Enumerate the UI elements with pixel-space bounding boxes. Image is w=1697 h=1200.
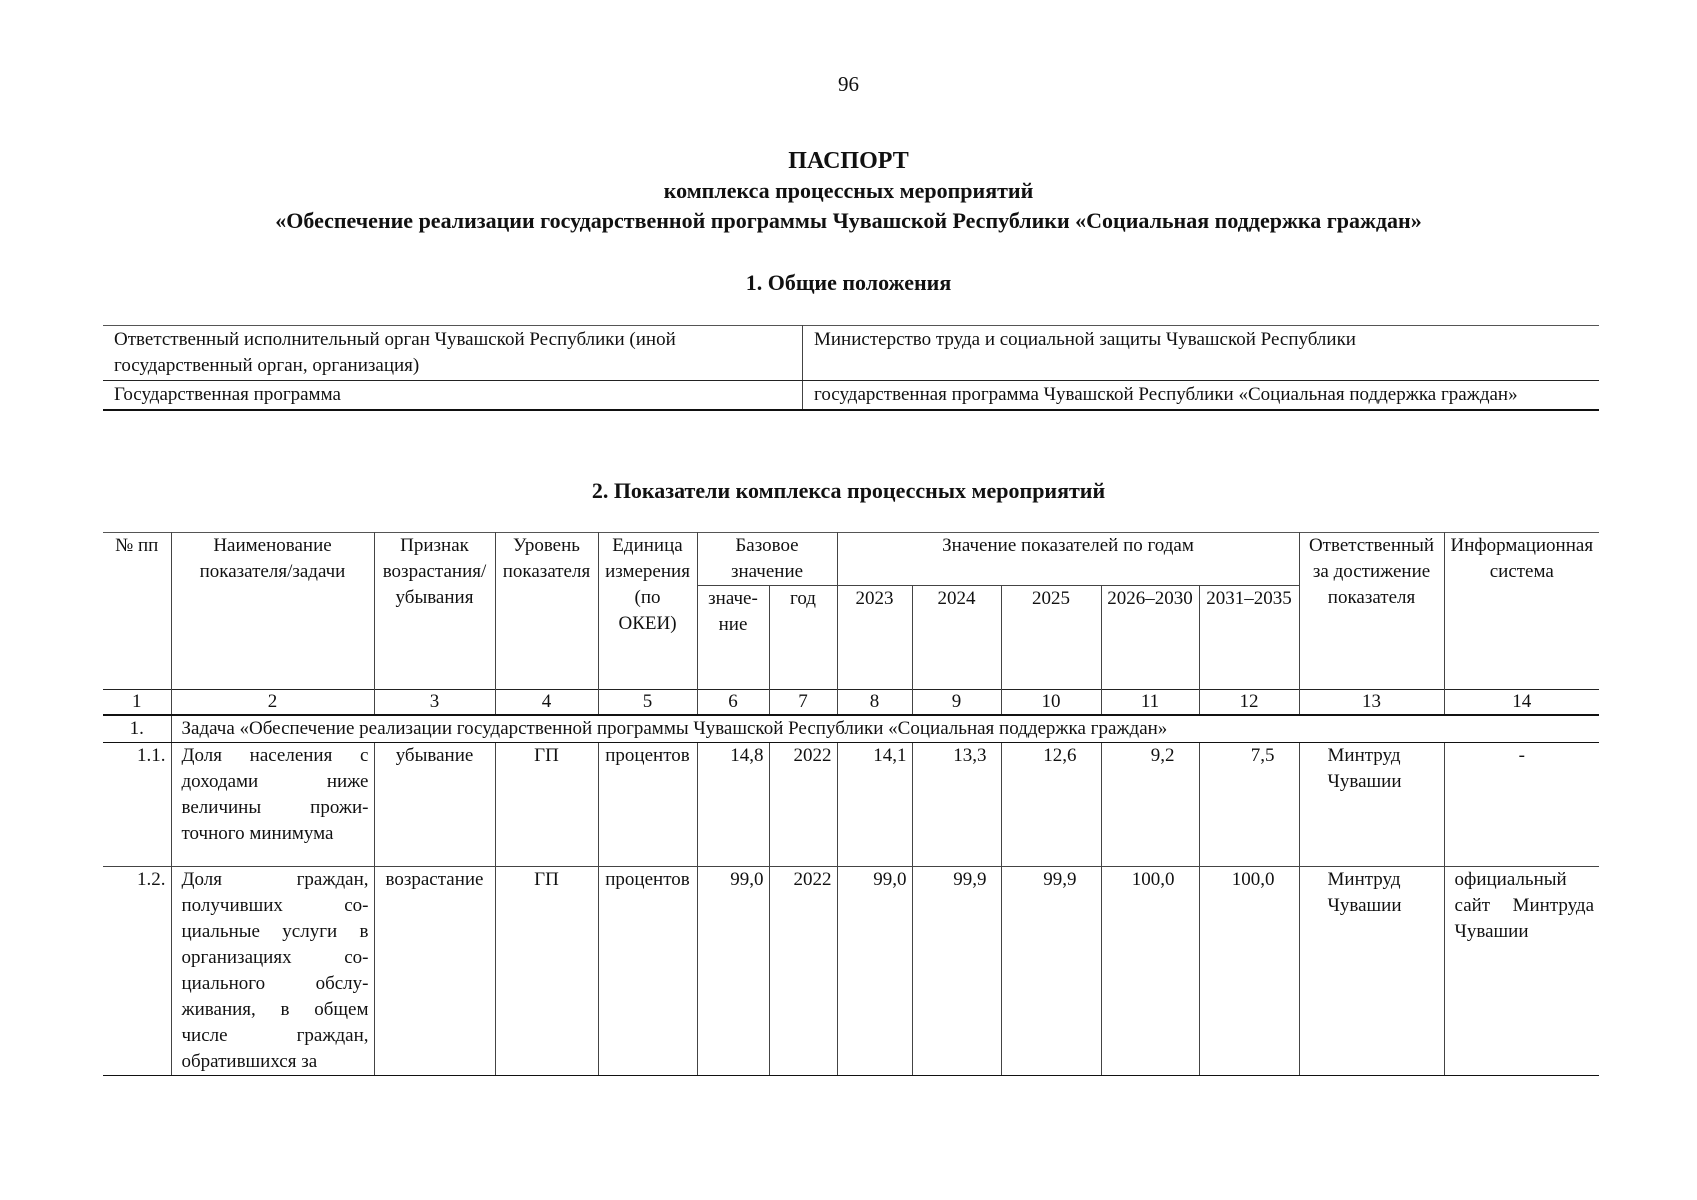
header-base-year: год	[769, 586, 837, 690]
column-numbers-row	[103, 690, 1599, 716]
task-number: 1.	[103, 715, 171, 743]
title-line-1: ПАСПОРТ	[788, 148, 909, 174]
column-number: 10	[1001, 690, 1101, 716]
task-text: Задача «Обеспечение реализации государственной программы Чувашской Республики «Социальная поддержка граждан»	[171, 715, 1599, 743]
value-2024: 13,3	[912, 743, 1001, 867]
table-row	[103, 867, 1599, 1076]
indicator-name: Доля населения с доходами ниже величины прожиточного минимума	[171, 743, 374, 867]
column-number: 14	[1444, 690, 1599, 716]
header-unit: Единица измерения (по ОКЕИ)	[598, 533, 697, 690]
table-row	[103, 743, 1599, 867]
header-year-2024: 2024	[912, 586, 1001, 690]
indicator-sign: возрастание	[374, 867, 495, 1076]
column-number: 2	[171, 690, 374, 716]
indicators-table	[103, 532, 1599, 1076]
indicator-level: ГП	[495, 743, 598, 867]
base-value: 14,8	[697, 743, 769, 867]
header-responsible: Ответственный за достижение показателя	[1299, 533, 1444, 690]
row-number: 1.1.	[103, 743, 171, 867]
section-1-heading: 1. Общие положения	[745, 270, 952, 295]
column-number: 13	[1299, 690, 1444, 716]
header-year-2026-2030: 2026–2030	[1101, 586, 1199, 690]
column-number: 6	[697, 690, 769, 716]
indicator-sign: убывание	[374, 743, 495, 867]
column-number: 7	[769, 690, 837, 716]
column-number: 1	[103, 690, 171, 716]
column-number: 5	[598, 690, 697, 716]
row-number: 1.2.	[103, 867, 171, 1076]
header-base-value: значение	[697, 586, 769, 690]
base-year: 2022	[769, 743, 837, 867]
column-number: 8	[837, 690, 912, 716]
info-system: -	[1444, 743, 1599, 867]
value-2026-2030: 9,2	[1101, 743, 1199, 867]
table-row	[103, 381, 1599, 411]
general-label: Государственная программа	[103, 381, 803, 411]
column-number: 4	[495, 690, 598, 716]
title-line-2: комплекса процессных мероприятий	[663, 178, 1034, 203]
title-line-3: «Обеспечение реализации государственной программы Чувашской Республики «Социальная поддержка граждан»	[275, 208, 1422, 233]
value-2023: 14,1	[837, 743, 912, 867]
column-number: 3	[374, 690, 495, 716]
header-name: Наименование показателя/задачи	[171, 533, 374, 690]
header-info: Информационная система	[1444, 533, 1599, 690]
responsible: Минтруд Чувашии	[1299, 743, 1444, 867]
value-2031-2035: 7,5	[1199, 743, 1299, 867]
value-2025: 99,9	[1001, 867, 1101, 1076]
base-year: 2022	[769, 867, 837, 1076]
value-2024: 99,9	[912, 867, 1001, 1076]
indicator-unit: процентов	[598, 743, 697, 867]
header-years: Значение показателей по годам	[837, 533, 1299, 586]
page-number: 96	[838, 72, 859, 96]
document-title	[0, 146, 1697, 236]
indicator-level: ГП	[495, 867, 598, 1076]
base-value: 99,0	[697, 867, 769, 1076]
indicator-name: Доля граждан, получивших социальные услуги в организациях социального обслуживания, в общем числе граждан, обратившихся за	[171, 867, 374, 1076]
value-2026-2030: 100,0	[1101, 867, 1199, 1076]
value-2031-2035: 100,0	[1199, 867, 1299, 1076]
general-value: Министерство труда и социальной защиты Чувашской Республики	[803, 326, 1600, 381]
header-year-2031-2035: 2031–2035	[1199, 586, 1299, 690]
info-system: официальный сайт Минтруда Чувашии	[1444, 867, 1599, 1076]
general-provisions-table	[103, 325, 1599, 411]
column-number: 12	[1199, 690, 1299, 716]
general-label: Ответственный исполнительный орган Чувашской Республики (иной государственный орган, организация)	[103, 326, 803, 381]
header-num: № пп	[103, 533, 171, 690]
column-number: 9	[912, 690, 1001, 716]
column-number: 11	[1101, 690, 1199, 716]
responsible: Минтруд Чувашии	[1299, 867, 1444, 1076]
task-row	[103, 715, 1599, 743]
header-year-2023: 2023	[837, 586, 912, 690]
header-base: Базовое значение	[697, 533, 837, 586]
general-value: государственная программа Чувашской Республики «Социальная поддержка граждан»	[803, 381, 1600, 411]
indicator-unit: процентов	[598, 867, 697, 1076]
section-2-heading: 2. Показатели комплекса процессных мероприятий	[591, 478, 1106, 503]
value-2023: 99,0	[837, 867, 912, 1076]
header-sign: Признак возрастания/убывания	[374, 533, 495, 690]
value-2025: 12,6	[1001, 743, 1101, 867]
header-level: Уровень показателя	[495, 533, 598, 690]
table-row	[103, 326, 1599, 381]
header-year-2025: 2025	[1001, 586, 1101, 690]
